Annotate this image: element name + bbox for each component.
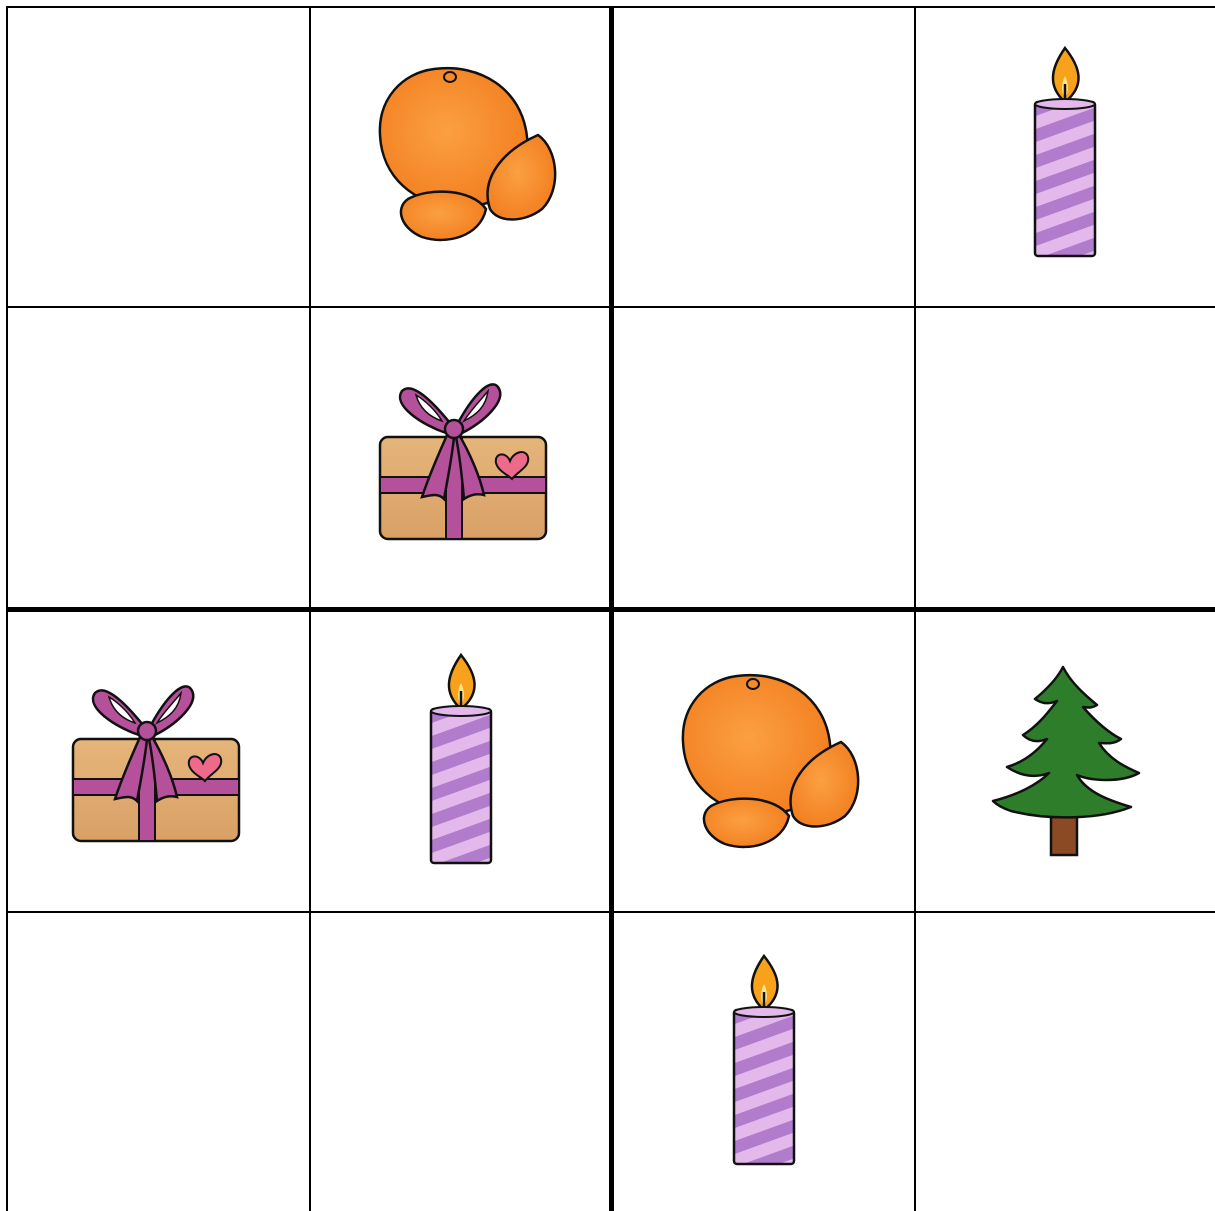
cell-r1c1-empty[interactable] — [0, 0, 310, 307]
cell-r1c3-empty[interactable] — [613, 0, 916, 307]
candle-icon — [1011, 46, 1121, 262]
grid-line-horizontal — [6, 911, 1215, 913]
cell-r3c1-gift — [0, 610, 310, 912]
cell-r1c4-candle — [916, 0, 1215, 307]
cell-r4c3-candle — [613, 912, 916, 1211]
cell-r3c4-christmas-tree — [916, 610, 1215, 912]
cell-r2c2-gift — [310, 307, 613, 610]
cell-r4c2-empty[interactable] — [310, 912, 613, 1211]
cell-r3c3-tangerine — [613, 610, 916, 912]
tangerine-icon — [665, 666, 865, 856]
gift-icon — [372, 371, 552, 547]
grid-box-divider-horizontal — [6, 607, 1215, 612]
tangerine-icon — [362, 59, 562, 249]
cell-r2c4-empty[interactable] — [916, 307, 1215, 610]
cell-r4c4-empty[interactable] — [916, 912, 1215, 1211]
candle-icon — [710, 954, 820, 1170]
cell-r2c3-empty[interactable] — [613, 307, 916, 610]
christmas-tree-icon — [991, 663, 1141, 859]
cell-r1c2-tangerine — [310, 0, 613, 307]
cell-r3c2-candle — [310, 610, 613, 912]
cell-r4c1-empty[interactable] — [0, 912, 310, 1211]
grid-line-horizontal — [6, 306, 1215, 308]
candle-icon — [407, 653, 517, 869]
gift-icon — [65, 673, 245, 849]
cell-r2c1-empty[interactable] — [0, 307, 310, 610]
